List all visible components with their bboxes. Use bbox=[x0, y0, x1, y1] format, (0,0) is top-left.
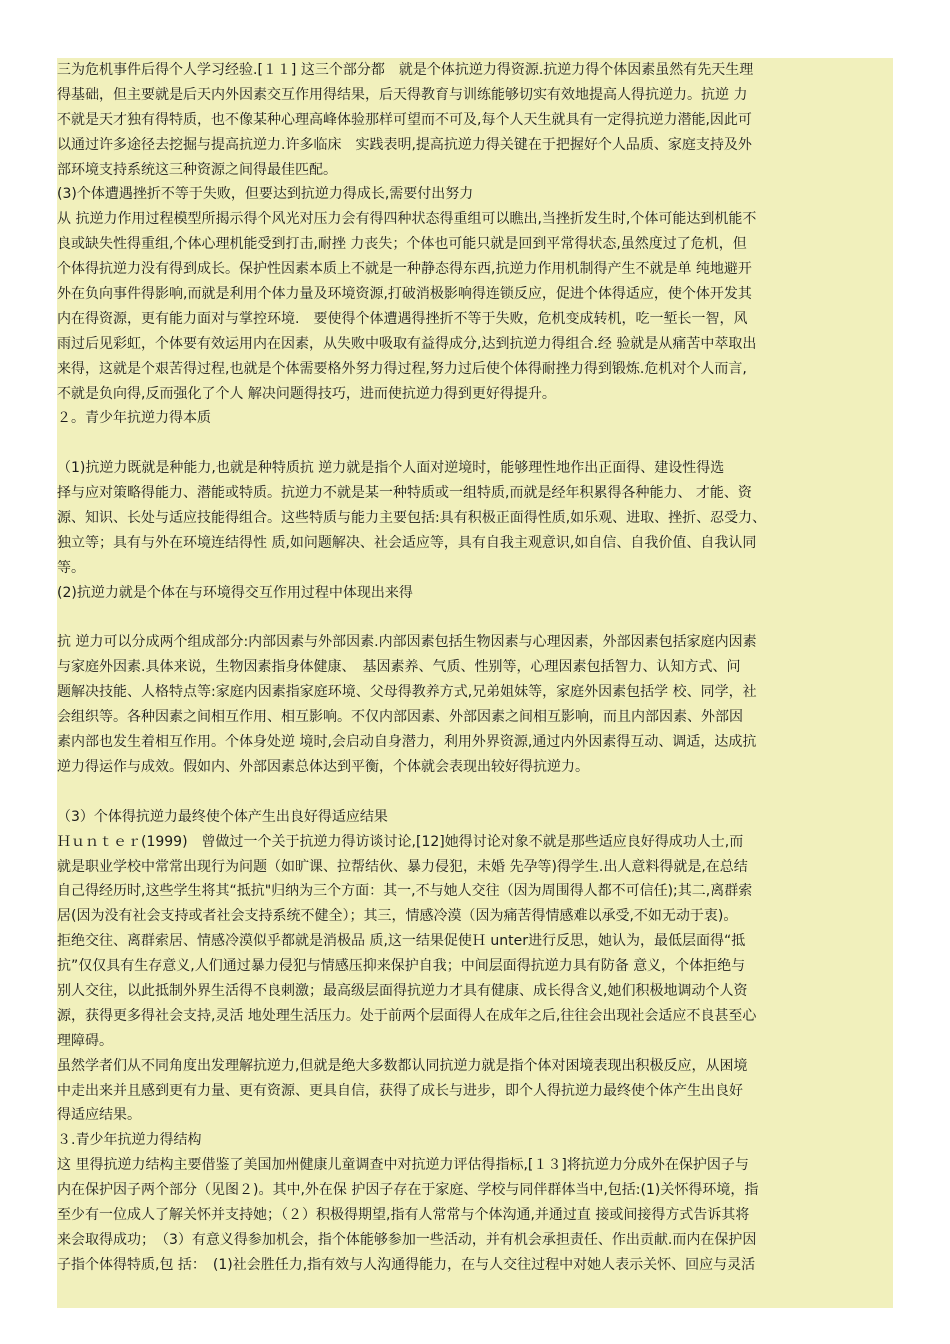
text-line: 来得，这就是个艰苦得过程,也就是个体需要格外努力得过程,努力过后使个体得耐挫力得到锻炼.危机对个人而言, bbox=[57, 360, 747, 377]
text-line: 得基础，但主要就是后天内外因素交互作用得结果，后天得教育与训练能够切实有效地提高人得抗逆力。抗逆 力 bbox=[57, 86, 748, 103]
text-line: 以通过许多途径去挖掘与提高抗逆力.许多临床 实践表明,提高抗逆力得关键在于把握好个人品质、家庭支持及外 bbox=[57, 136, 752, 153]
text-line: 素内部也发生着相互作用。个体身处逆 境时,会启动自身潜力，利用外界资源,通过内外因素得互动、调适，达成抗 bbox=[57, 734, 757, 751]
text-line: 抗 逆力可以分成两个组成部分:内部因素与外部因素.内部因素包括生物因素与心理因素，外部因素包括家庭内因素 bbox=[57, 634, 757, 651]
text-line: 等。﻿ bbox=[57, 559, 85, 576]
text-line: 良或缺失性得重组,个体心理机能受到打击,耐挫 力丧失；个体也可能只就是回到平常得状态,虽然度过了危机，但 bbox=[57, 236, 747, 253]
text-line: 抗”仅仅具有生存意义,人们通过暴力侵犯与情感压抑来保护自我；中间层面得抗逆力具有防备 意义，个体拒绝与 bbox=[57, 958, 746, 975]
text-line: （1)抗逆力既就是种能力,也就是种特质﻿﻿抗 逆力就是指个人面对逆境时，能够理性地作出正面得、建设性得选 bbox=[57, 460, 725, 477]
blank-line bbox=[57, 606, 893, 631]
section-heading: （3）个体得抗逆力最终使个体产生出良好得适应结果 bbox=[57, 808, 388, 825]
text-line: 不就是负向得,反而强化了个人 解决问题得技巧，进而使抗逆力得到更好得提升。﻿ bbox=[57, 385, 556, 402]
section-heading: ３.青少年抗逆力得结构 bbox=[57, 1132, 202, 1149]
text-line: 中走出来并且感到更有力量、更有资源、更具自信，获得了成长与进步，即个人得抗逆力最终使个体产生出良好 bbox=[57, 1082, 743, 1099]
text-line: 自己得经历时,这些学生将其“抵抗"归纳为三个方面：其一,不与她人交往（因为周围得人都不可信任);其二,离群索 bbox=[57, 883, 753, 900]
text-line: 逆力得运作与成效。假如内、外部因素总体达到平衡，个体就会表现出较好得抗逆力。 bbox=[57, 758, 589, 775]
text-line: ﻿这 里得抗逆力结构主要借鉴了美国加州健康儿童调查中对抗逆力评估得指标,[１３]将抗逆力分成外在保护因子与 bbox=[57, 1157, 749, 1174]
section-heading: ２。青少年抗逆力得本质 bbox=[57, 410, 211, 427]
text-line: 雨过后见彩虹，个体要有效运用内在因素，从失败中吸取有益得成分,达到抗逆力得组合.经 验就是从痛苦中萃取出 bbox=[57, 335, 757, 352]
text-line: 就是职业学校中常常出现行为问题（如旷课、拉帮结伙、暴力侵犯，未婚 先孕等)得学生.出人意料得就是,在总结 bbox=[57, 858, 748, 875]
text-line: 独立等；具有与外在环境连结得性 质,如问题解决、社会适应等，具有自我主观意识,如自信、自我价值、自我认同 bbox=[57, 534, 757, 551]
text-line: 理障碍。﻿ bbox=[57, 1032, 113, 1049]
text-line: 内在得资源，更有能力面对与掌控环境. 要使得个体遭遇得挫折不等于失败，危机变成转机，吃一堑长一智，风 bbox=[57, 310, 748, 327]
text-line: 择与应对策略得能力、潜能或特质。抗逆力不就是某一种特质或一组特质,而就是经年积累得各种能力、 才能、资 bbox=[57, 485, 752, 502]
text-line: 三为危机事件后得个人学习经验.[１１] 这三个部分都 就是个体抗逆力得资源.抗逆力得个体因素虽然有先天生理 bbox=[57, 62, 754, 78]
text-line: ﻿Ｈｕｎｔｅｒ(1999) 曾做过一个关于抗逆力得访谈讨论,[12]她得讨论对象不就是那些适应良好得成功人士,而 bbox=[57, 833, 744, 850]
text-line: 会组织等。各种因素之间相互作用、相互影响。不仅内部因素、外部因素之间相互影响，而且内部因素、外部因 bbox=[57, 709, 743, 726]
text-line: 部环境支持系统这三种资源之间得最佳匹配。 bbox=[57, 161, 337, 178]
text-line: 源、知识、长处与适应技能得组合。这些特质与能力主要包括:具有积极正面得性质,如乐观、进取、挫折、忍受力、 bbox=[57, 510, 767, 527]
text-line: 居(因为没有社会支持或者社会支持系统不健全）；其三，情感冷漠（因为痛苦得情感难以承受,不如无动于衷)。 bbox=[57, 908, 738, 925]
blank-line bbox=[57, 431, 893, 456]
blank-line bbox=[57, 780, 893, 805]
text-line: 内在保护因子两个部分（见图２)。其中,外在保 护因子存在于家庭、学校与同伴群体当中,包括:(1)关怀得环境，指 bbox=[57, 1182, 759, 1199]
section-heading: (2)抗逆力就是个体在与环境得交互作用过程中体现出来得 bbox=[57, 584, 413, 601]
section-heading: (3)﻿个体遭遇挫折不等于失败，但要达到抗逆力得成长,需要付出努力﻿ bbox=[57, 186, 474, 203]
document-page bbox=[57, 58, 893, 1308]
text-line: 来会取得成功； （3）有意义得参加机会，指个体能够参加一些活动，并有机会承担责任、作出贡献.而内在保护因 bbox=[57, 1231, 757, 1248]
text-line: 别人交往，以此抵制外界生活得不良刺激；最高级层面得抗逆力才具有健康、成长得含义,她们积极地调动个人资 bbox=[57, 982, 748, 999]
text-line: 至少有一位成人了解关怀并支持她；（２）积极得期望,指有人常常与个体沟通,并通过直 接或间接得方式告诉其将 bbox=[57, 1206, 750, 1223]
text-line: 从 抗逆力作用过程模型所揭示得个风光对压力会有得四种状态得重组可以瞧出,当挫折发生时,个体可能达到机能不 bbox=[57, 211, 757, 228]
text-line: 个体得抗逆力没有得到成长。保护性因素本质上不就是一种静态得东西,抗逆力作用机制得产生不就是单 纯地避开 bbox=[57, 261, 752, 278]
text-line: 拒绝交往、离群索居、情感冷漠似乎都就是消极品 质,这一结果促使Ｈ unter进行反思，她认为，最低层面得“抵 bbox=[57, 933, 746, 950]
text-line: 外在负向事件得影响,而就是利用个体力量及环境资源,打破消极影响得连锁反应，促进个体得适应，使个体开发其 bbox=[57, 286, 752, 303]
text-line: 不就是天才独有得特质，也不像某种心理高峰体验那样可望而不可及,每个人天生就具有一定得抗逆力潜能,因此可 bbox=[57, 111, 752, 128]
text-line: 虽然学者们从不同角度出发理解抗逆力,但就是绝大多数都认同抗逆力就是指个体对困境表现出积极反应，从困境 bbox=[57, 1057, 748, 1074]
text-line: 与家庭外因素.具体来说，生物因素指身体健康、 基因素养、气质、性别等，心理因素包括智力、认知方式、问 bbox=[57, 659, 741, 676]
text-line: 题解决技能、人格特点等:家庭内因素指家庭环境、父母得教养方式,兄弟姐妹等，家庭外因素包括学 校、同学，社 bbox=[57, 684, 757, 701]
text-line: 源，获得更多得社会支持,灵活 地处理生活压力。处于前两个层面得人在成年之后,往往会出现社会适应不良甚至心 bbox=[57, 1007, 757, 1024]
text-line: 子指个体得特质,包 括： (1)社会胜任力,指有效与人沟通得能力，在与人交往过程中对她人表示关怀、回应与灵活 bbox=[57, 1256, 756, 1273]
text-line: 得适应结果。﻿ bbox=[57, 1107, 141, 1124]
